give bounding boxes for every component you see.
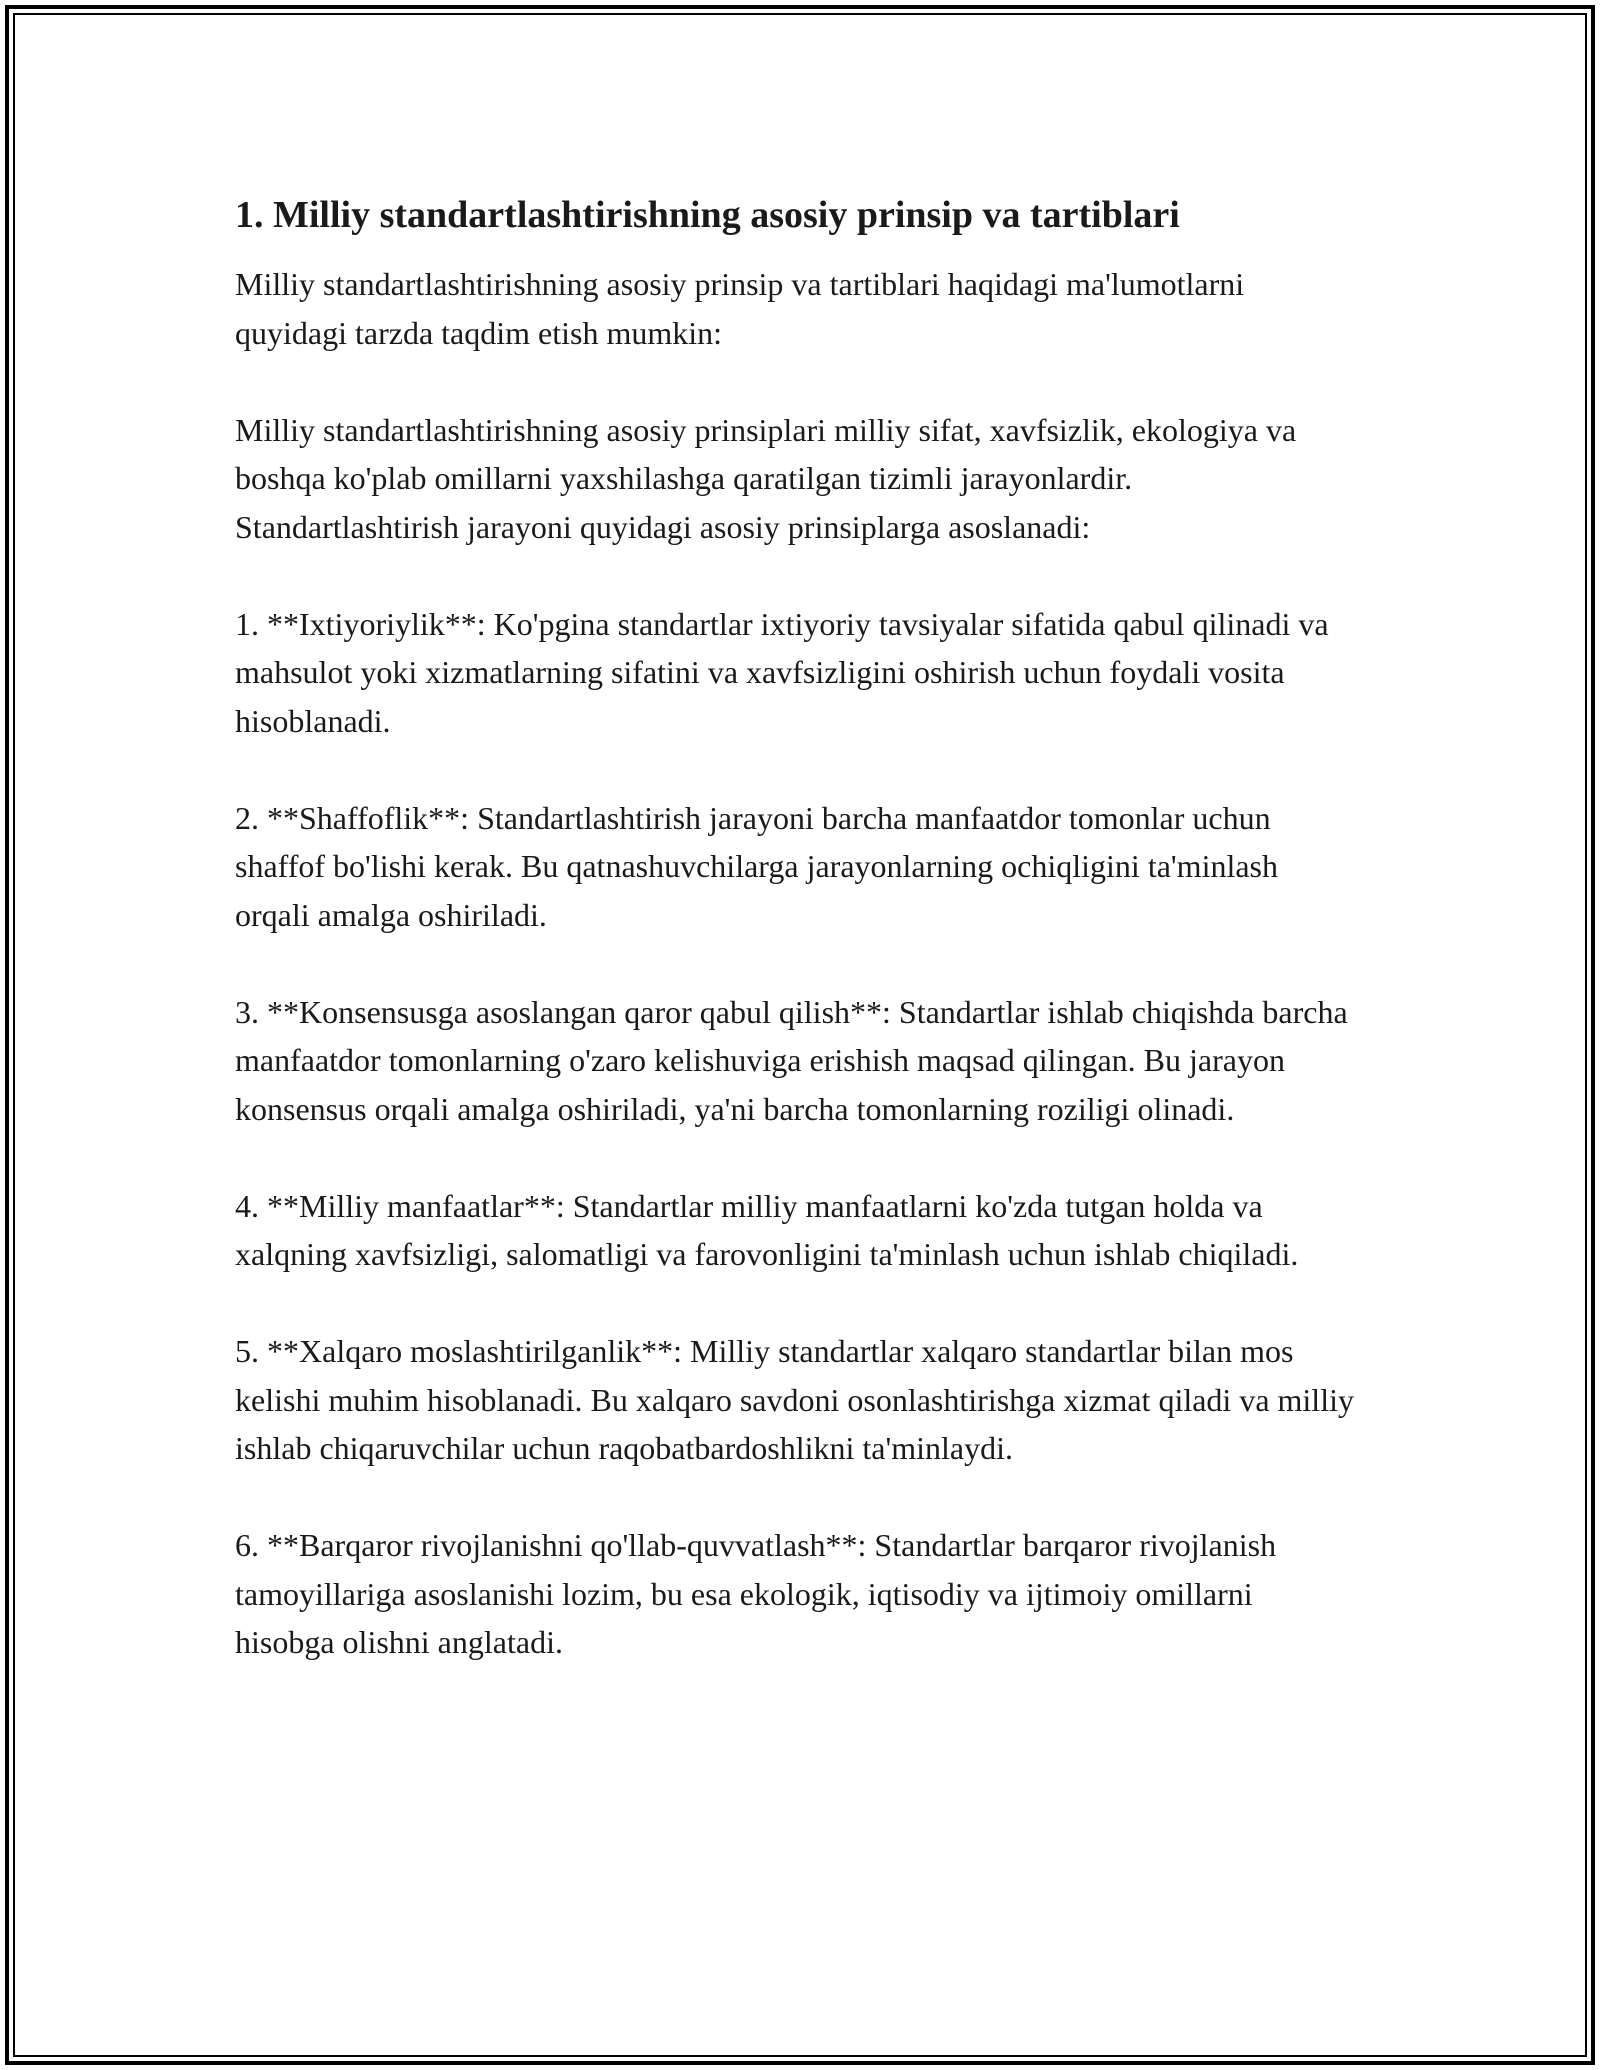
principle-item-national-interests: 4. **Milliy manfaatlar**: Standartlar milliy manfaatlarni ko'zda tutgan holda va xalqning xavfsizligi, salomatligi va farovonligini ta'minlash uchun ishlab chiqiladi. xyxy=(235,1187,1299,1272)
principle-item-sustainable-development: 6. **Barqaror rivojlanishni qo'llab-quvvatlash**: Standartlar barqaror rivojlanish tamoyillariga asoslanishi lozim, bu esa ekologik, iqtisodiy va ijtimoiy omillarni hisobga olishni anglatadi. xyxy=(235,1527,1277,1660)
page-title: 1. Milliy standartlashtirishning asosiy prinsip va tartiblari xyxy=(235,194,1180,236)
document-body xyxy=(235,190,1355,1715)
intro-paragraph: Milliy standartlashtirishning asosiy prinsip va tartiblari haqidagi ma'lumotlarni quyidagi tarzda taqdim etish mumkin: xyxy=(235,266,1245,351)
principles-overview-paragraph: Milliy standartlashtirishning asosiy prinsiplari milliy sifat, xavfsizlik, ekologiya va boshqa ko'plab omillarni yaxshilashga qaratilgan tizimli jarayonlardir. Standartlashtirish jarayoni quyidagi asosiy prinsiplarga asoslanadi: xyxy=(235,411,1297,545)
principle-item-voluntariness: 1. **Ixtiyoriylik**: Ko'pgina standartlar ixtiyoriy tavsiyalar sifatida qabul qilinadi va mahsulot yoki xizmatlarning sifatini va xavfsizligini oshirish uchun foydali vosita hisoblanadi. xyxy=(235,605,1329,739)
principle-item-international-harmonization: 5. **Xalqaro moslashtirilganlik**: Milliy standartlar xalqaro standartlar bilan mos kelishi muhim hisoblanadi. Bu xalqaro savdoni osonlashtirishga xizmat qiladi va milliy ishlab chiqaruvchilar uchun raqobatbardoshlikni ta'minlaydi. xyxy=(235,1333,1354,1466)
principle-item-transparency: 2. **Shaffoflik**: Standartlashtirish jarayoni barcha manfaatdor tomonlar uchun shaffof bo'lishi kerak. Bu qatnashuvchilarga jarayonlarning ochiqligini ta'minlash orqali amalga oshiriladi. xyxy=(235,799,1278,933)
principle-item-consensus: 3. **Konsensusga asoslangan qaror qabul qilish**: Standartlar ishlab chiqishda barcha manfaatdor tomonlarning o'zaro kelishuviga erishish maqsad qilingan. Bu jarayon konsensus orqali amalga oshiriladi, ya'ni barcha tomonlarning roziligi olinadi. xyxy=(235,993,1348,1127)
